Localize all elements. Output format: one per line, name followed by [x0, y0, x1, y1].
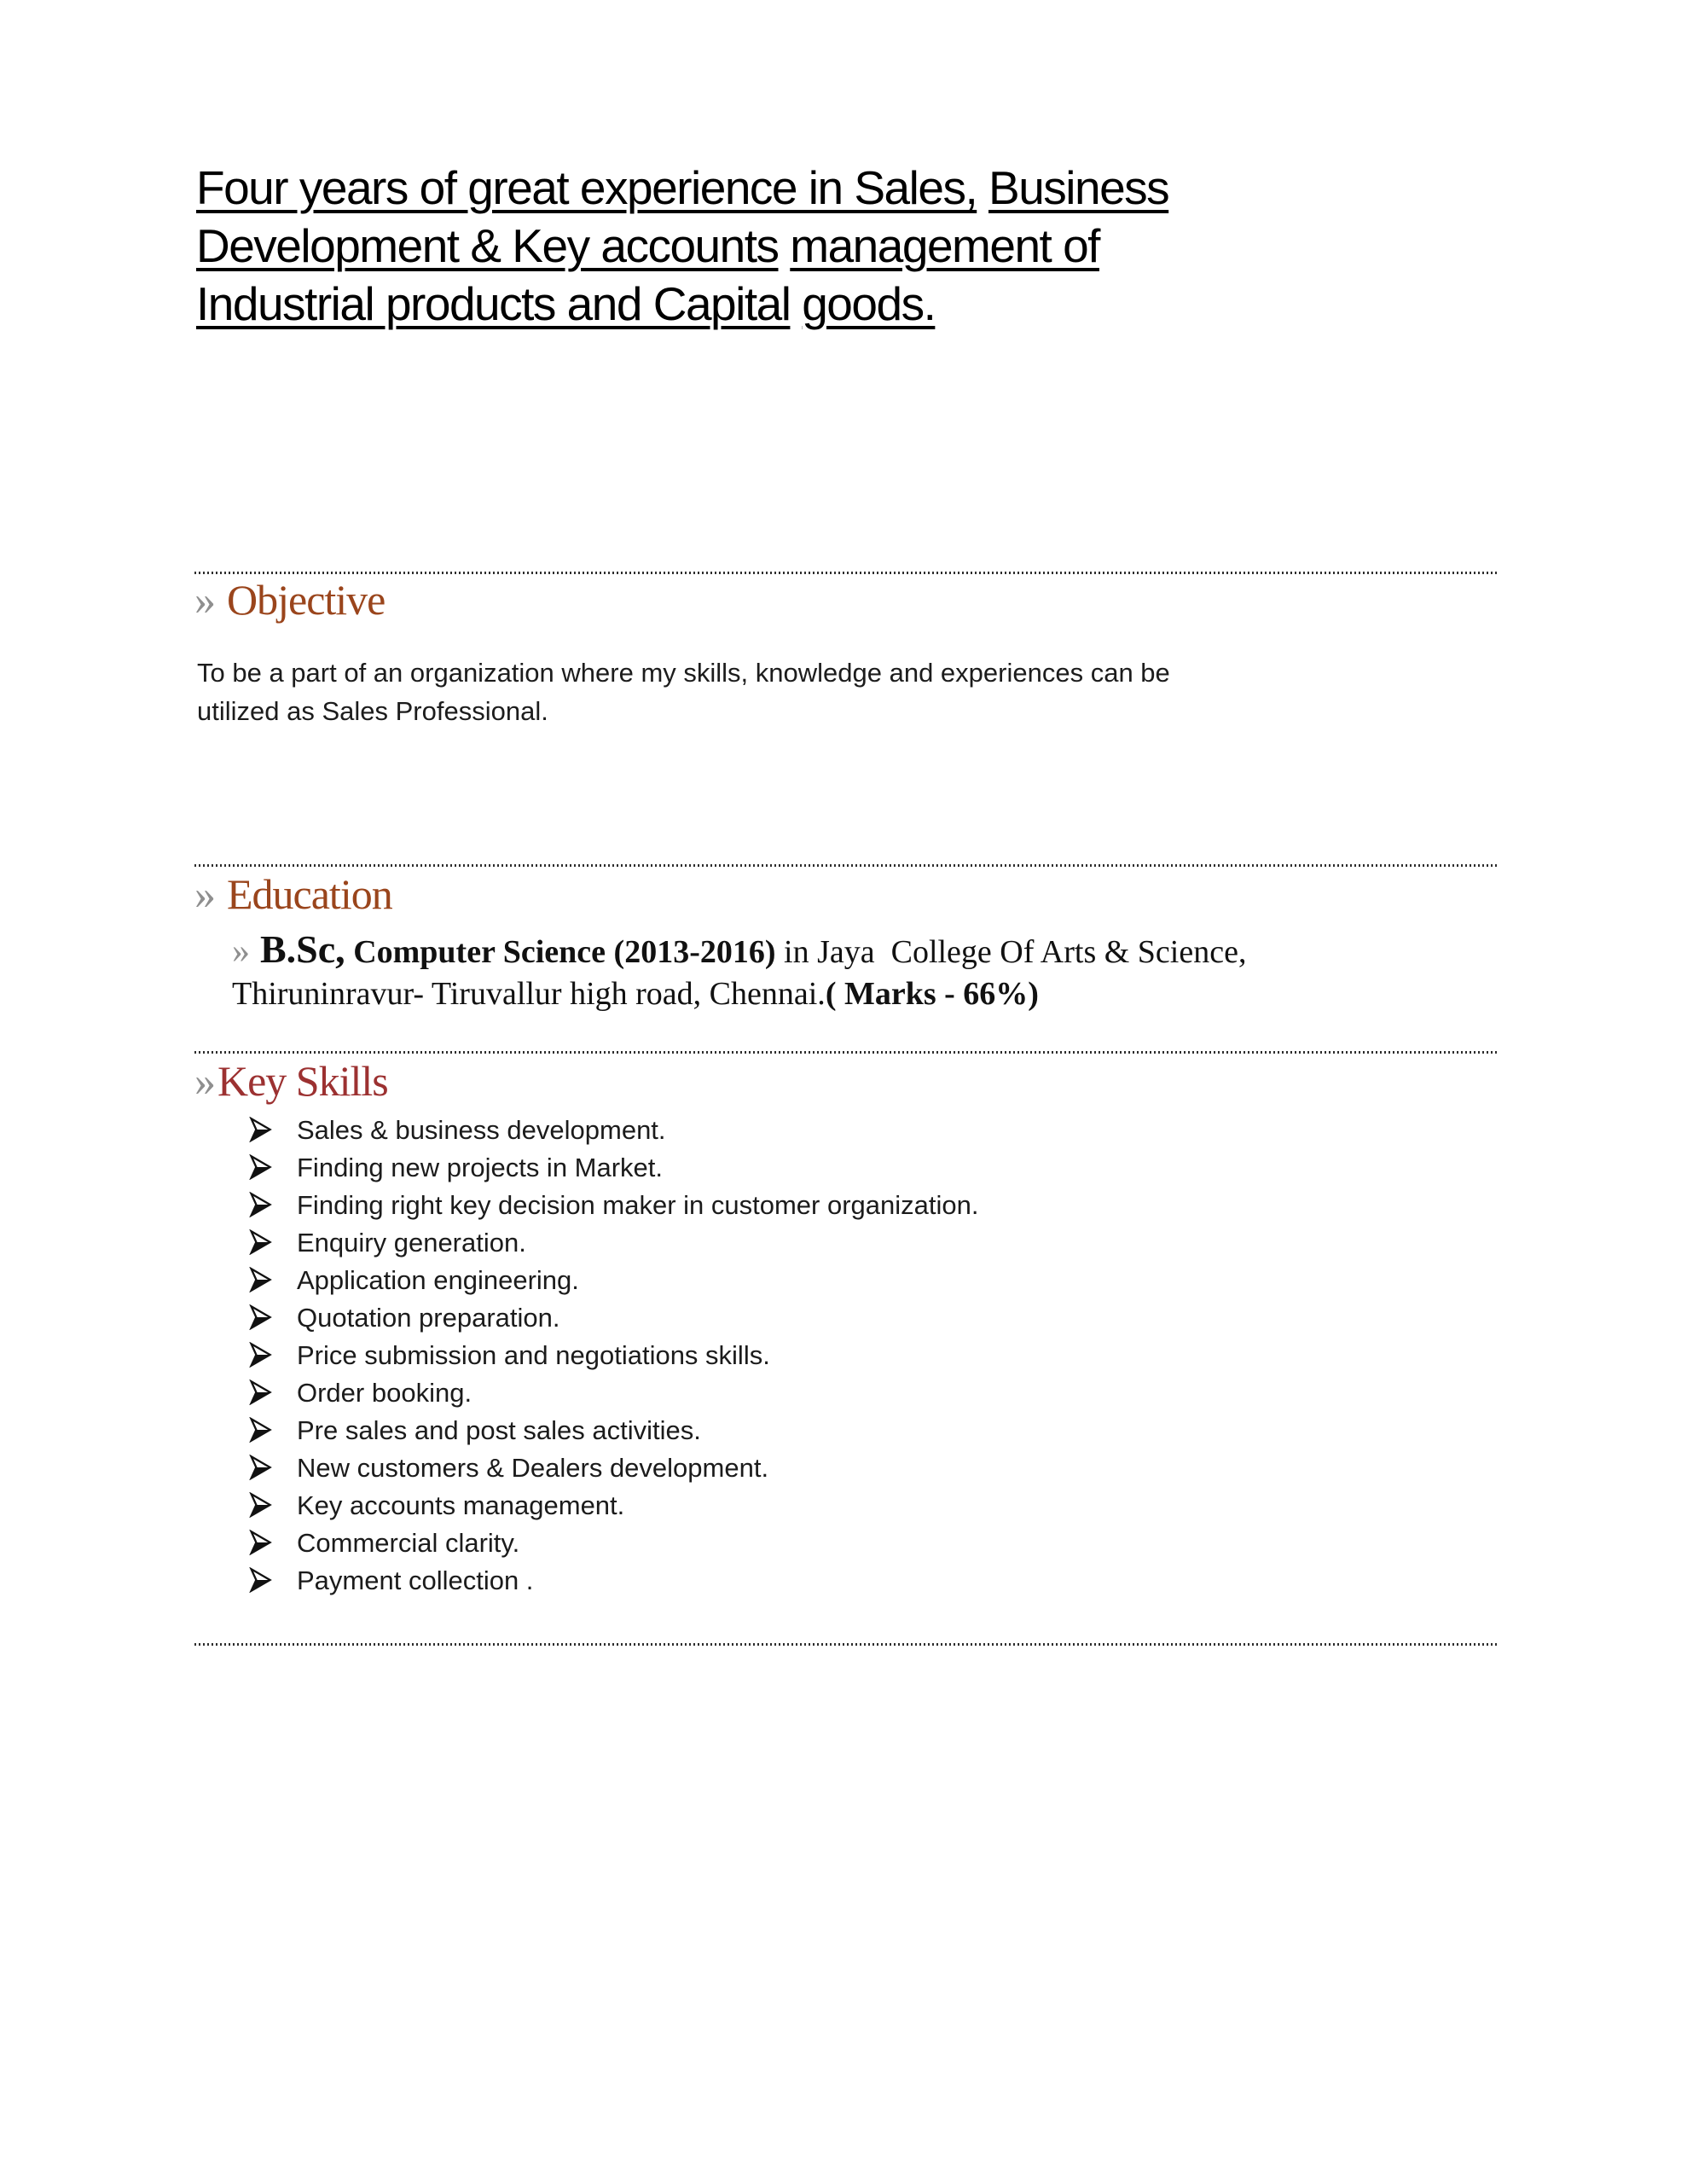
skill-item-label: Sales & business development.	[297, 1115, 666, 1145]
arrowhead-bullet-icon	[247, 1154, 273, 1180]
arrowhead-bullet-icon	[247, 1304, 273, 1330]
skills-list	[196, 1114, 979, 1602]
headline-line-1	[196, 159, 1168, 217]
objective-paragraph	[197, 653, 1170, 730]
section-divider	[194, 1643, 1497, 1646]
skill-item	[196, 1189, 979, 1227]
headline-segment: Development & Key accounts	[196, 219, 779, 272]
education-entry	[232, 928, 1246, 1015]
skill-item	[196, 1377, 979, 1414]
objective-line: utilized as Sales Professional.	[197, 696, 548, 726]
skill-item-label: Key accounts management.	[297, 1490, 625, 1520]
objective-heading-label: Objective	[227, 576, 386, 624]
objective-line: To be a part of an organization where my skills, knowledge and experiences can be	[197, 658, 1170, 688]
skill-item-label: Order booking.	[297, 1378, 472, 1408]
arrowhead-bullet-icon	[247, 1192, 273, 1217]
skill-item	[196, 1565, 979, 1602]
skill-item-label: Price submission and negotiations skills.	[297, 1340, 770, 1370]
objective-section-heading	[194, 575, 385, 624]
chevron-icon: »	[232, 932, 250, 971]
headline-segment: goods.	[802, 277, 936, 330]
arrowhead-bullet-icon	[247, 1567, 273, 1593]
skill-item-label: Finding right key decision maker in customer organization.	[297, 1190, 979, 1220]
skill-item	[196, 1152, 979, 1189]
education-heading-label: Education	[227, 870, 392, 918]
arrowhead-bullet-icon	[247, 1229, 273, 1255]
skill-item	[196, 1114, 979, 1152]
chevron-icon: »	[194, 870, 215, 918]
skill-item	[196, 1414, 979, 1452]
headline-segment: management of	[790, 219, 1099, 272]
skill-item-label: Payment collection .	[297, 1565, 534, 1595]
skill-item	[196, 1227, 979, 1264]
arrowhead-bullet-icon	[247, 1417, 273, 1443]
skill-item-label: Finding new projects in Market.	[297, 1153, 664, 1182]
skill-item	[196, 1339, 979, 1377]
arrowhead-bullet-icon	[247, 1117, 273, 1142]
education-entry-line-2	[232, 973, 1246, 1015]
chevron-icon: »	[194, 576, 215, 624]
skill-item-label: Quotation preparation.	[297, 1303, 560, 1333]
institution-text: in Jaya College Of Arts & Science,	[784, 934, 1247, 970]
section-divider	[194, 864, 1497, 867]
skill-item	[196, 1302, 979, 1339]
education-section-heading	[194, 869, 392, 919]
program-text: Computer Science (2013-2016)	[353, 934, 776, 970]
headline-segment: Four years of great experience in Sales,	[196, 161, 977, 214]
arrowhead-bullet-icon	[247, 1342, 273, 1368]
skill-item	[196, 1527, 979, 1565]
skill-item-label: Commercial clarity.	[297, 1528, 520, 1558]
headline-segment: Industrial products and Capital	[196, 277, 791, 330]
section-divider	[194, 572, 1497, 574]
skill-item	[196, 1490, 979, 1527]
headline-line-2	[196, 217, 1168, 275]
marks-text: ( Marks - 66%)	[825, 976, 1039, 1012]
key-skills-heading-label: Key Skills	[217, 1057, 388, 1105]
chevron-icon: »	[194, 1057, 215, 1105]
skill-item	[196, 1452, 979, 1490]
skill-item-label: Application engineering.	[297, 1265, 579, 1295]
arrowhead-bullet-icon	[247, 1455, 273, 1480]
arrowhead-bullet-icon	[247, 1380, 273, 1405]
skill-item-label: New customers & Dealers development.	[297, 1453, 769, 1483]
degree-text: B.Sc,	[260, 927, 345, 971]
key-skills-section-heading	[194, 1056, 388, 1106]
section-divider	[194, 1051, 1497, 1054]
headline-line-3	[196, 275, 1168, 333]
skill-item-label: Enquiry generation.	[297, 1228, 526, 1258]
headline-segment: Business	[988, 161, 1169, 214]
arrowhead-bullet-icon	[247, 1530, 273, 1555]
arrowhead-bullet-icon	[247, 1492, 273, 1518]
institution-address-text: Thiruninravur- Tiruvallur high road, Chennai.	[232, 976, 826, 1012]
skill-item	[196, 1264, 979, 1302]
arrowhead-bullet-icon	[247, 1267, 273, 1292]
resume-headline	[196, 159, 1168, 333]
education-entry-line-1	[232, 928, 1246, 973]
skill-item-label: Pre sales and post sales activities.	[297, 1415, 701, 1445]
